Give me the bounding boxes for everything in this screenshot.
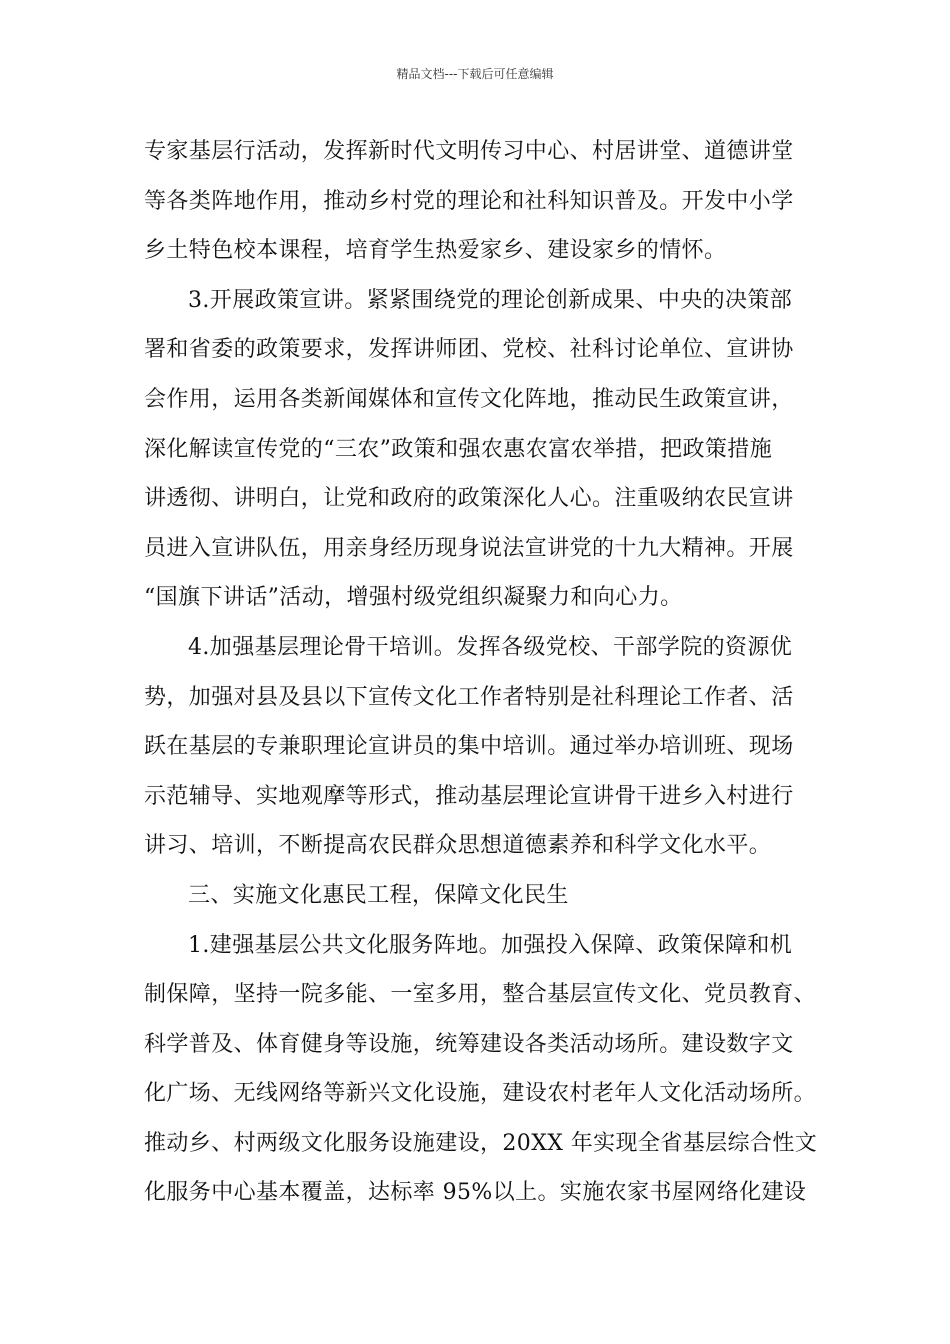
text-line: 化服务中心基本覆盖，达标率 95%以上。实施农家书屋网络化建设 xyxy=(144,1180,807,1206)
text-line: 等各类阵地作用，推动乡村党的理论和社科知识普及。开发中小学 xyxy=(144,188,794,214)
text-line: 员进入宣讲队伍，用亲身经历现身说法宣讲党的十九大精神。开展 xyxy=(144,535,794,561)
text-line: 科学普及、体育健身等设施，统筹建设各类活动场所。建设数字文 xyxy=(144,1031,794,1057)
page-header: 精品文档---下载后可任意编辑 xyxy=(396,67,554,81)
text-line: 署和省委的政策要求，发挥讲师团、党校、社科讨论单位、宣讲协 xyxy=(144,337,794,363)
document-body xyxy=(144,127,818,1218)
text-line: “国旗下讲话”活动，增强村级党组织凝聚力和向心力。 xyxy=(144,585,683,611)
text-line: 跃在基层的专兼职理论宣讲员的集中培训。通过举办培训班、现场 xyxy=(144,734,794,760)
text-line: 深化解读宣传党的“三农”政策和强农惠农富农举措，把政策措施 xyxy=(144,436,773,462)
text-line: 制保障，坚持一院多能、一室多用，整合基层宣传文化、党员教育、 xyxy=(144,982,817,1008)
paragraph-start-line: 1.建强基层公共文化服务阵地。加强投入保障、政策保障和机 xyxy=(188,932,793,958)
text-line: 讲习、培训，不断提高农民群众思想道德素养和科学文化水平。 xyxy=(144,833,772,859)
section-heading: 三、实施文化惠民工程，保障文化民生 xyxy=(188,882,569,908)
paragraph-start-line: 4.加强基层理论骨干培训。发挥各级党校、干部学院的资源优 xyxy=(188,634,793,660)
paragraph-start-line: 3.开展政策宣讲。紧紧围绕党的理论创新成果、中央的决策部 xyxy=(188,287,793,313)
text-line: 示范辅导、实地观摩等形式，推动基层理论宣讲骨干进乡入村进行 xyxy=(144,783,794,809)
text-line: 势，加强对县及县以下宣传文化工作者特别是社科理论工作者、活 xyxy=(144,684,794,710)
text-line: 讲透彻、讲明白，让党和政府的政策深化人心。注重吸纳农民宣讲 xyxy=(144,486,794,512)
text-line: 乡土特色校本课程，培育学生热爱家乡、建设家乡的情怀。 xyxy=(144,238,727,264)
text-line: 专家基层行活动，发挥新时代文明传习中心、村居讲堂、道德讲堂 xyxy=(144,139,794,164)
text-line: 化广场、无线网络等新兴文化设施，建设农村老年人文化活动场所。 xyxy=(144,1081,817,1107)
text-line: 推动乡、村两级文化服务设施建设，20XX 年实现全省基层综合性文 xyxy=(144,1130,818,1156)
text-line: 会作用，运用各类新闻媒体和宣传文化阵地，推动民生政策宣讲， xyxy=(144,386,794,412)
